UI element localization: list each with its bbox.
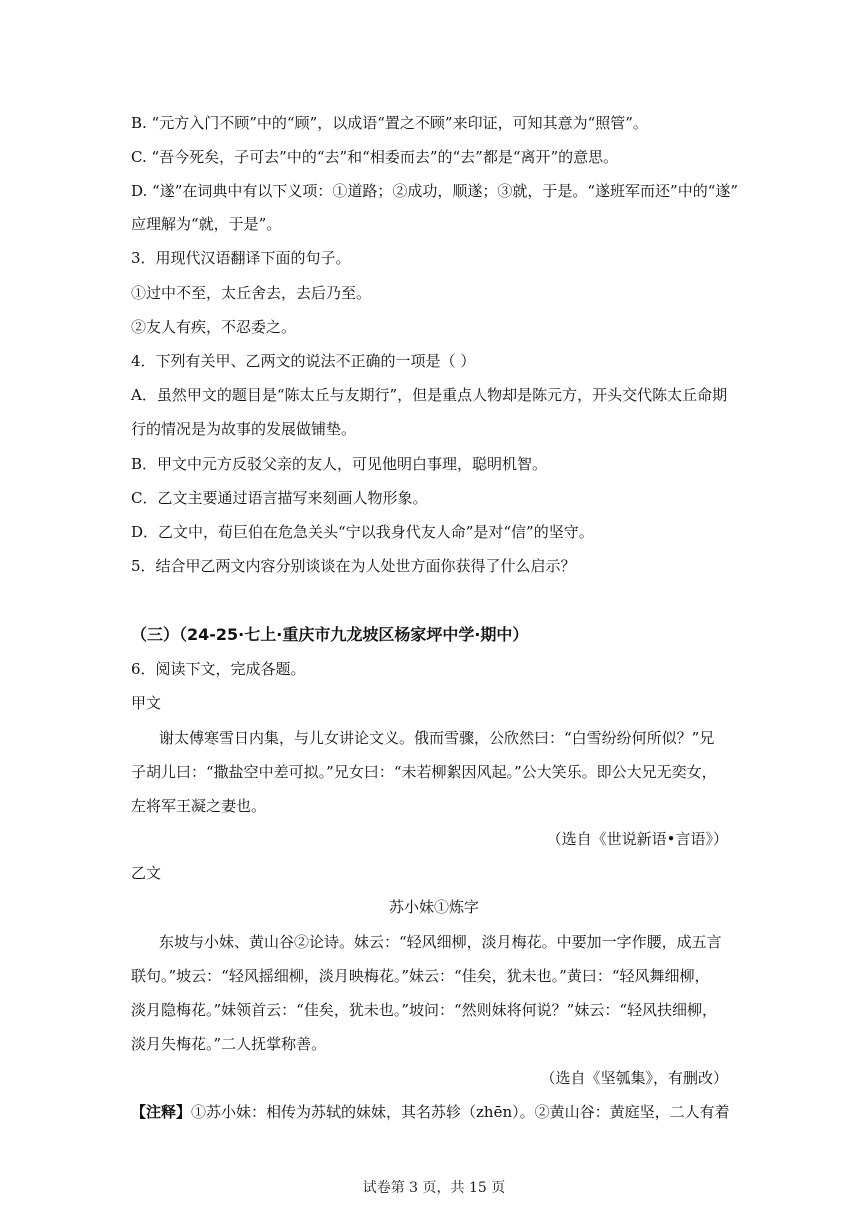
yi-text-line-2: 联句。”坡云：“轻风摇细柳，淡月映梅花。”妹云：“佳矣，犹未也。”黄曰：“轻风舞细柳， <box>131 967 710 985</box>
q4-option-d: D．乙文中，荀巨伯在危急关头“宁以我身代友人命”是对“信”的坚守。 <box>131 523 594 541</box>
translate-sentence-2: ②友人有疾，不忍委之。 <box>131 318 297 336</box>
jia-label: 甲文 <box>131 694 162 712</box>
q4-option-a-continuation: 行的情况是为故事的发展做铺垫。 <box>131 420 357 438</box>
jia-source: （选自《世说新语•言语》） <box>546 830 728 848</box>
note-label: 【注释】 <box>131 1103 192 1121</box>
option-c-line: C. “吾今死矣，子可去”中的“去”和“相委而去”的“去”都是“离开”的意思。 <box>131 148 619 166</box>
page-footer: 试卷第 3 页，共 15 页 <box>362 1180 506 1196</box>
note-text: ①苏小妹：相传为苏轼的妹妹，其名苏轸（zhēn）。②黄山谷：黄庭坚，二人有着 <box>191 1103 730 1121</box>
note-line <box>131 1101 730 1123</box>
q4-option-c: C．乙文主要通过语言描写来刻画人物形象。 <box>131 489 428 507</box>
question-3: 3．用现代汉语翻译下面的句子。 <box>131 249 351 267</box>
jia-text-line-3: 左将军王凝之妻也。 <box>131 797 267 815</box>
option-b-line: B. “元方入门不顾”中的“顾”，以成语“置之不顾”来印证，可知其意为“照管”。 <box>131 114 648 132</box>
yi-source: （选自《坚瓠集》，有删改） <box>540 1069 728 1087</box>
jia-text-line-1: 谢太傅寒雪日内集，与儿女讲论文义。俄而雪骤，公欣然曰：“白雪纷纷何所似？”兄 <box>159 729 715 747</box>
yi-text-line-3: 淡月隐梅花。”妹领首云：“佳矣，犹未也。”坡问：“然则妹将何说？”妹云：“轻风扶细柳， <box>131 1001 718 1019</box>
yi-text-line-1: 东坡与小妹、黄山谷②论诗。妹云：“轻风细柳，淡月梅花。中要加一字作腰，成五言 <box>159 933 722 951</box>
section-heading: （三）（24-25·七上·重庆市九龙坡区杨家坪中学·期中） <box>131 625 529 644</box>
translate-sentence-1: ①过中不至，太丘舍去，去后乃至。 <box>131 284 372 302</box>
yi-title: 苏小妹①炼字 <box>388 898 479 916</box>
question-5: 5．结合甲乙两文内容分别谈谈在为人处世方面你获得了什么启示？ <box>131 557 576 575</box>
option-d-line: D. “遂”在词典中有以下义项：①道路；②成功，顺遂；③就，于是。“遂班军而还”中的“遂” <box>131 182 739 200</box>
question-4: 4．下列有关甲、乙两文的说法不正确的一项是（ ） <box>131 352 476 370</box>
option-d-continuation: 应理解为“就，于是”。 <box>131 215 282 233</box>
yi-label: 乙文 <box>131 864 162 882</box>
yi-text-line-4: 淡月失梅花。”二人抚掌称善。 <box>131 1035 327 1053</box>
q4-option-b: B．甲文中元方反驳父亲的友人，可见他明白事理，聪明机智。 <box>131 455 548 473</box>
question-6: 6．阅读下文，完成各题。 <box>131 660 306 678</box>
jia-text-line-2: 子胡儿曰：“撒盐空中差可拟。”兄女曰：“未若柳絮因风起。”公大笑乐。即公大兄无奕女， <box>131 763 717 781</box>
q4-option-a: A．虽然甲文的题目是“陈太丘与友期行”，但是重点人物却是陈元方，开头交代陈太丘命期 <box>131 386 728 404</box>
